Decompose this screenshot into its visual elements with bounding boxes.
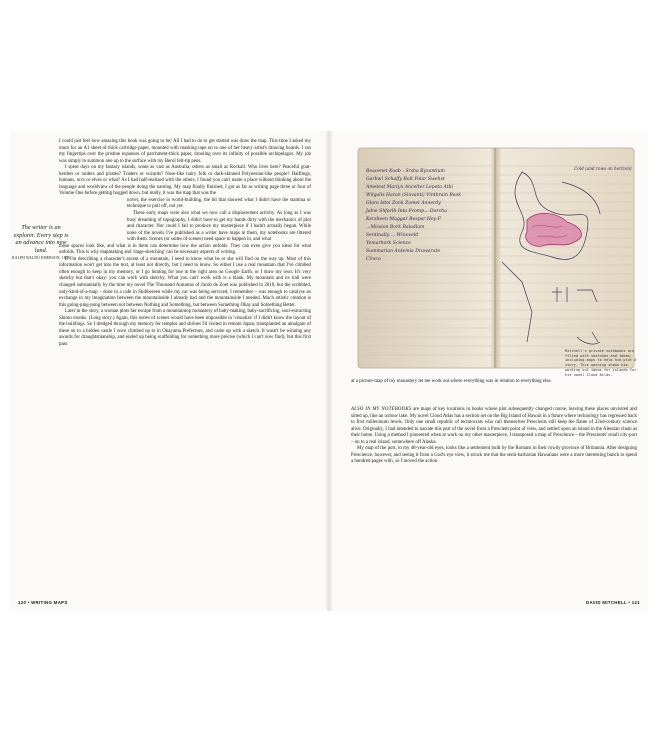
margin-note: Cold (and rows on horizon) xyxy=(574,166,632,171)
paragraph-text: My map of the port, to my 48-year-old eyes, looks like a settlement built by the Romans in their rowdy province of Britannia. After designing Prescience, however, and seeing it from a God's eye view, it struck me that the semi-barbarian Hawaiians were a more interesting bunch to spend a hundred pages with, so I moved the action xyxy=(351,446,637,465)
section-lead: ALSO IN MY NOTEBOOKS xyxy=(351,407,412,412)
paragraph: These early maps were also what we now call a displacement activity. As long as I was busy dreaming of topography, I didn't have to get my hands dirty with the mechanics of plot and character. Nor could I fail to produce my masterpiece if I hadn't actually begun. While none of the novels I've published as a writer have maps in them, my notebooks are littered with them. Scenes (or suites of scenes) need space to happen in, and what xyxy=(127,211,311,243)
paragraph: novel, the exercise in world-building, the bit that showed what I didn't have the stamina or technique to pull off, not yet. xyxy=(127,197,311,210)
right-folio: DAVID MITCHELL • 121 xyxy=(586,600,640,605)
left-text-column xyxy=(59,139,311,349)
book-spread xyxy=(10,131,648,611)
pull-quote-text: The writer is an explorer. Every step is an advance into new land. xyxy=(13,224,69,254)
left-page xyxy=(10,131,328,611)
left-folio: 120 • WRITING MAPS xyxy=(18,600,68,605)
pull-quote xyxy=(10,224,72,261)
right-text-top xyxy=(351,379,561,386)
paragraph: I spent days on my fantasy islands, some as vast as Australia, others as small as Rockall. Who lives here? Peaceful goat-herders or raiders and pirates? Traders or wizards? Nose-like hairy folk or dark-skinned Polynesian-like people? Halflings, humans, orcs or elves or what? As I had half-realized with the others, I found you can't name a place without thinking about the language and worldview of the people doing the naming. My map finally finished, I got as far as writing page three or four of Volume One before getting bogged down, but really, it was the map that was the xyxy=(59,165,311,197)
notebook-photo xyxy=(352,142,640,374)
paragraph: If I'm describing a character's ascent of a mountain, I need to know what he or she will find on the way up. Most of this information won't get into the text, at least not directly, but I need to know. So either I use a real mountain that I've climbed often enough to keep in my memory, or I go hunting for one in the right area on Google Earth, or I draw my own. It's very sketchy but that's okay: you can work with sketchy. What you can't work with is a blank. My mountain and its trail were changed substantially by the time my novel The Thousand Autumns of Jacob de Zoet was published in 2010, but the scribbled, only-kind-of-a-map – done in a cafe in Skibbereen while my car was being serviced, I remember – was enough to catalyse an exchange in my imagination between the mountainside I already had and the mountainside I needed. Much artistic creation is this going-ping-pong between not between Nothing and Something, but between Something Okay and Something Better. xyxy=(59,256,311,308)
paragraph-text: are maps of key locations in books whose plot subsequently changed course, leaving these places unvisited and silted up, like an oxbow lake. My novel Cloud Atlas has a section set on the Big Island of Hawaii in a future where technology has regressed back to first millennium levels. Only one small republic of technocrats who call themselves Prescients still keep the flame of 22nd-century science alive. Originally, I had intended to narrate this part of the novel from a Prescient point of view, and settled upon an island in the Aleutian chain as their home. Using a method I pioneered when at work on my other masterpiece, I transposed a map of Prescience – the Prescients' small city-port – on to a real island, somewhere off Alaska. xyxy=(351,407,638,445)
paragraph: at a picture-map of my monastery let me work out where everything was in relation to everything else. xyxy=(351,379,552,384)
note-row: Sentinally ... Winoveld xyxy=(366,233,419,238)
paragraph xyxy=(351,407,637,446)
note-row: Beacenet Koab : Srsha Byzantium xyxy=(366,169,445,174)
note-row: Summarian Antemia Drawarate xyxy=(366,249,441,254)
note-row: ...Mission Bork Baladlam xyxy=(366,225,425,230)
note-row: Garbw! Schalfy Bolt Polar Swehst xyxy=(366,177,445,182)
paragraph: I could just feel how amazing this book was going to be! All I had to do to get started was draw the map. This time I asked my mum for an A1 sheet of thick cartridge paper, mounted with masking tape on to one of her heavy artist's drawing boards. I ran my fingertips over the pristine expanses of parchment-thick paper, drooling over its infinity of possible archipelagos. My job was simply to summon one up to the surface with my Berol felt-tip pens. xyxy=(59,139,311,164)
right-page xyxy=(330,131,648,611)
right-text-main xyxy=(351,407,637,466)
note-row: Jalne Shfarlh Inta Fromp... Dorcha xyxy=(366,209,447,214)
note-row: Yemarhork Science xyxy=(366,241,411,246)
note-row: Kersheen Maggar Bespar Hey-F xyxy=(366,217,441,222)
figure-caption: Mitchell's private notebooks are filled with sketches and ideas, including maps to help him plot a story. This opening shows him working out ideas for islands for his novel Cloud Atlas. xyxy=(565,349,637,377)
note-row: Cirsca xyxy=(366,257,381,262)
paragraph: Later in the story, a woman plots her escape from a mountaintop monastery of baby-making, baby-sacrificing, soul-extracting Shinto monks. (Long story.) Again, this series of scenes would have been impossible to 'visualize' if I didn't know the layout of the buildings. So I dredged through my memory for temples and shrines I'd visited in remote Japan, transplanted an amalgam of these on to a hidden castle I once climbed up to in Okayama Prefecture, and came up with a sketch. It wasn't be winning any awards for draughtsmanship, and ended up being scaffolding for something more precise (which I can't now find), but this first pass xyxy=(59,309,311,347)
paragraph: those spaces look like, and what is in them can determine how the action unfolds. They can even give you ideas for what unfolds. This is why mapmaking and 'stage-sketching' can be necessary aspects of writing. xyxy=(59,243,311,256)
note-row: Glare Istoi Zonk Zomel Annerdy xyxy=(366,201,441,206)
note-row: Wilgalis Haran (Siovanti) Vintbrain Baok xyxy=(366,193,462,198)
left-text-bottom xyxy=(59,244,311,349)
left-text-narrow xyxy=(127,198,311,244)
pull-quote-attribution: RALPH WALDO EMERSON, 1870 xyxy=(12,256,70,260)
note-row: Ametest Mariyn Ancelter Lepeta Athi xyxy=(366,185,453,190)
paragraph xyxy=(351,446,637,466)
left-text-top xyxy=(59,139,311,198)
